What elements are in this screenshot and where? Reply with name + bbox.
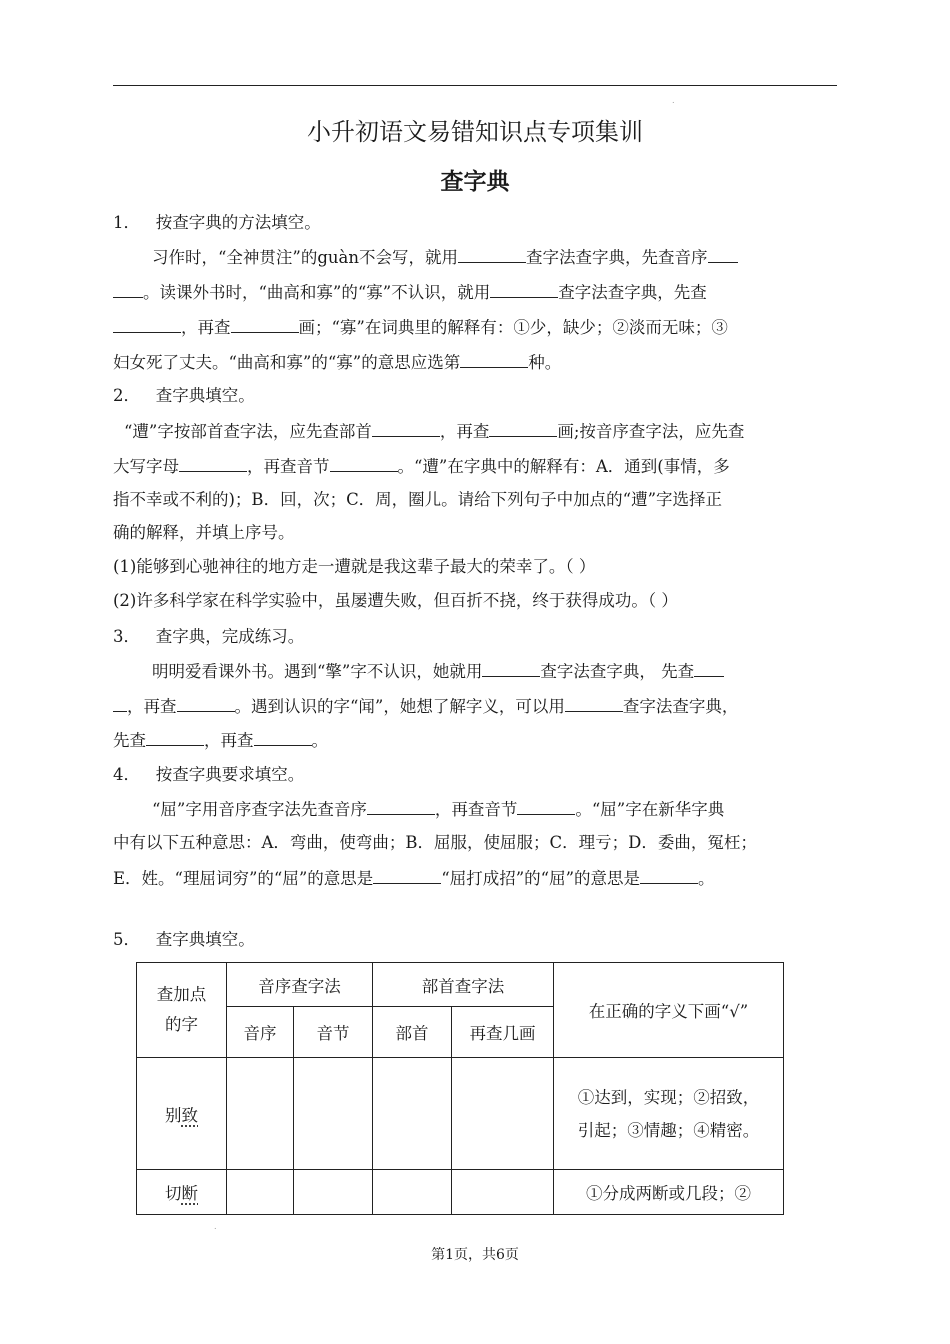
q3-stem — [113, 626, 304, 648]
scan-speck: . — [214, 1222, 217, 1231]
answer-cell[interactable] — [227, 1170, 294, 1215]
q3-number: 3． — [113, 627, 140, 646]
answer-blank[interactable] — [177, 695, 235, 712]
answer-blank[interactable] — [179, 455, 247, 472]
answer-blank[interactable] — [640, 867, 698, 884]
answer-blank[interactable] — [113, 316, 181, 333]
page-title: 小升初语文易错知识点专项集训 — [307, 118, 643, 146]
answer-blank[interactable] — [489, 420, 557, 437]
answer-blank[interactable] — [565, 695, 623, 712]
q1-number: 1． — [113, 213, 140, 232]
q5-number: 5． — [113, 930, 140, 949]
q4-line-3: E．姓。“理屈词穷”的“屈”的意思是 “屈打成招”的“屈”的意思是 。 — [113, 869, 715, 888]
scan-speck: . — [672, 96, 675, 105]
answer-blank[interactable] — [330, 455, 398, 472]
header-jihua: 再查几画 — [452, 1007, 554, 1058]
header-bushou-method: 部首查字法 — [373, 963, 554, 1007]
answer-blank[interactable] — [460, 351, 528, 368]
section-title: 查字典 — [440, 169, 510, 195]
q3-line-1: 明明爱看课外书。遇到“擎”字不认识，她就用 查字法查字典， 先查 — [152, 660, 724, 683]
q2-sentence-1: (1)能够到心驰神往的地方走一遭就是我这辈子最大的荣幸了。（ ） — [113, 557, 596, 576]
answer-blank[interactable] — [113, 695, 127, 712]
meaning-cell[interactable]: ①达到，实现；②招致，引起；③情趣；④精密。 — [554, 1058, 784, 1170]
header-yinjie: 音节 — [294, 1007, 373, 1058]
header-yinxu: 音序 — [227, 1007, 294, 1058]
q2-line-4: 确的解释，并填上序号。 — [113, 523, 295, 542]
header-yinxu-method: 音序查字法 — [227, 963, 373, 1007]
q4-line-1: “屈”字用音序查字法先查音序 ，再查音节 。“屈”字在新华字典 — [152, 800, 725, 819]
header-word: 查加点的字 — [137, 963, 227, 1058]
answer-blank[interactable] — [146, 729, 204, 746]
q4-stem-text: 按查字典要求填空。 — [155, 765, 305, 784]
answer-blank[interactable] — [367, 798, 435, 815]
q3-line-2: ，再查 。遇到认识的字“闻”，她想了解字义，可以用 查字法查字典， — [113, 695, 738, 718]
table-row — [137, 1058, 784, 1170]
dotted-char: 致 — [181, 1105, 198, 1125]
q2-line-3: 指不幸或不利的)；B．回，次；C．周，圈儿。请给下列句子中加点的“遭”字选择正 — [113, 490, 723, 509]
answer-blank[interactable] — [694, 660, 724, 677]
answer-cell[interactable] — [452, 1170, 554, 1215]
q2-number: 2． — [113, 386, 140, 405]
q1-line-4: 妇女死了丈夫。“曲高和寡”的“寡”的意思应选第 种。 — [113, 353, 562, 372]
answer-blank[interactable] — [373, 867, 441, 884]
header-bushou: 部首 — [373, 1007, 452, 1058]
q4-line-2: 中有以下五种意思：A．弯曲，使弯曲；B．屈服，使屈服；C．理亏；D．委曲，冤枉； — [113, 833, 757, 852]
answer-cell[interactable] — [373, 1170, 452, 1215]
page-footer: 第1页，共6页 — [431, 1247, 519, 1263]
answer-blank[interactable] — [113, 281, 143, 298]
q1-line-1: 习作时，“全神贯注”的guàn不会写，就用 查字法查字典，先查音序 — [152, 246, 738, 269]
q1-line-2: 。读课外书时，“曲高和寡”的“寡”不认识，就用 查字法查字典，先查 — [113, 281, 707, 304]
q1-stem-text: 按查字典的方法填空。 — [155, 213, 321, 232]
answer-cell[interactable] — [227, 1058, 294, 1170]
header-rule — [113, 85, 837, 86]
answer-blank[interactable] — [708, 246, 738, 263]
answer-blank[interactable] — [482, 660, 540, 677]
q3-stem-text: 查字典，完成练习。 — [155, 627, 305, 646]
meaning-cell[interactable]: ①分成两断或几段；② — [554, 1170, 784, 1215]
answer-blank[interactable] — [458, 246, 526, 263]
q3-line-3: 先查 ，再查 。 — [113, 731, 328, 750]
answer-cell[interactable] — [373, 1058, 452, 1170]
answer-blank[interactable] — [372, 420, 440, 437]
q5-stem — [113, 929, 255, 951]
q5-stem-text: 查字典填空。 — [155, 930, 255, 949]
q4-stem — [113, 764, 304, 786]
answer-blank[interactable] — [231, 316, 299, 333]
dotted-char: 断 — [181, 1184, 198, 1203]
q2-stem-text: 查字典填空。 — [155, 386, 255, 405]
q1-stem — [113, 212, 321, 234]
q4-number: 4． — [113, 765, 140, 784]
answer-blank[interactable] — [254, 729, 312, 746]
answer-cell[interactable] — [294, 1058, 373, 1170]
q2-line-2: 大写字母 ，再查音节 。“遭”在字典中的解释有：A．通到(事情，多 — [113, 457, 730, 476]
dictionary-table — [136, 962, 784, 1215]
answer-cell[interactable] — [294, 1170, 373, 1215]
answer-cell[interactable] — [452, 1058, 554, 1170]
q2-line-1: “遭”字按部首查字法，应先查部首 ，再查 画;按音序查字法，应先查 — [124, 422, 745, 441]
answer-blank[interactable] — [517, 798, 575, 815]
answer-blank[interactable] — [490, 281, 558, 298]
q2-stem — [113, 385, 255, 407]
table-row — [137, 1170, 784, 1215]
row-word: 切断 — [137, 1170, 227, 1215]
q1-line-3: ，再查 画；“寡”在词典里的解释有：①少，缺少；②淡而无味；③ — [113, 316, 728, 339]
q2-sentence-2: (2)许多科学家在科学实验中，虽屡遭失败，但百折不挠，终于获得成功。（ ） — [113, 591, 678, 610]
header-mark: 在正确的字义下画“√” — [554, 963, 784, 1058]
row-word: 别致 — [137, 1058, 227, 1170]
